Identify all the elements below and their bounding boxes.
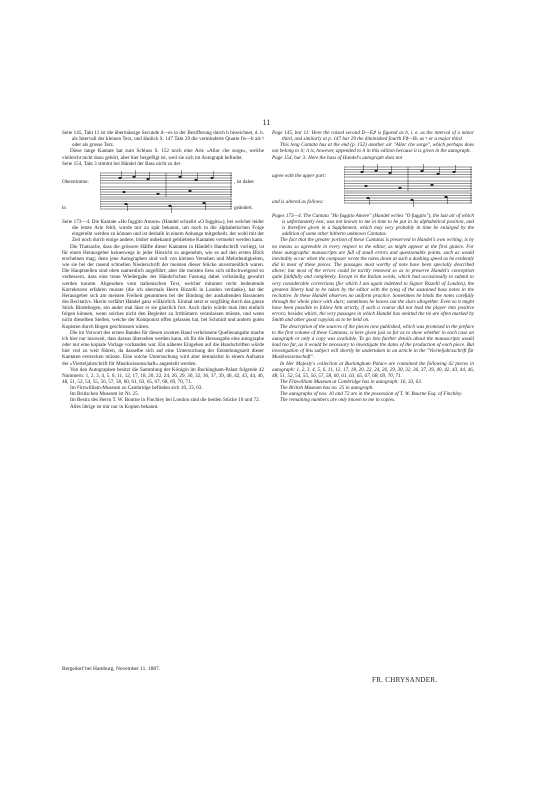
de-label-ist-daher: , ist daher bbox=[234, 178, 255, 185]
de-para-sources: Die im Vorwort des ersten Bandes für diesen zweiten Band verheissene Quellenangabe mache ich hier nur insoweit, dass daraus übersehen werden kann, ob für die Herausgabe eine autographe oder nur eine kopiale Vorlage vorhanden war. Ein näheres Eingehen auf die Handschriften würde hier viel zu weit führen, da dasselbe sich auf eine Untersuchung der Entstehungszeit dieser Kantaten erstrecken müsste. Eine solche Untersuchung wird aber demnächst in einem Aufsatze der «Vierteljahrschrift für Musikwissenschaft» angestellt werden. bbox=[62, 329, 264, 367]
english-column bbox=[272, 130, 474, 404]
en-para-buckingham: In Her Majesty's collection at Buckingham Palace are contained the following 42 pieces in autograph: 1, 2, 3, 4, 5, 6, 11, 12, 17, 18, 20, 22, 24, 26, 29, 30, 32, 36, 37, 39, 40, 42, 43, 44, 46, 48, 51, 52, 54, 55, 56, 57, 58, 60, 61, 63, 65, 67, 68, 69, 70, 71. bbox=[272, 360, 474, 379]
date-line: Bergedorf bei Hamburg, November 11. 1887. bbox=[62, 666, 161, 672]
en-note-pages-173-4: Pages 173—4. The Cantata "Ho fuggito Amore" (Handel writes "O fuggito"), the last air of which is unfortunately lost, was not known to me in time to be put in its alphabetical position, and is therefore given in a Supplement, which may very probably in time be enlarged by the addition of some other hitherto unknown Cantatas. bbox=[272, 212, 474, 238]
signature: FR. CHRYSANDER. bbox=[372, 676, 438, 684]
en-note-page-145: Page 145, bar 11: Here the raised second D—E♯ is figured as b, i. e. as the interval of a minor third, and similarly at p. 147 bar 29 the diminished fourth F♯—B♭ as ♮ or a major third. bbox=[272, 130, 474, 143]
de-para-buckingham: Von den Autographen besitzt die Sammlung der Königin im Buckingham-Palast folgende 42 Nummern: 1, 2, 3, 4, 5, 6, 11, 12, 17, 18, 20, 22, 24, 26, 29, 30, 32, 36, 37, 39, 40, 42, 43, 44, 46, 48, 51, 52, 54, 55, 56, 57, 58, 60, 61, 63, 65, 67, 68, 69, 70, 71. bbox=[62, 366, 264, 385]
de-para-bourne: Im Besitz des Herrn T. W. Bourne in Finchley bei London sind die beiden Stücke 10 und 72. bbox=[70, 397, 260, 404]
en-music-example bbox=[272, 161, 474, 213]
en-para-british-museum: The British Museum has no. 25 in autograph. bbox=[280, 385, 374, 392]
de-note-page-145: Seite 145, Takt 11 ist die übermässige Secunde d—es in der Bezifferung durch b bezeichnet, d. h. als Intervall der kleinen Terz, und ähnlich S. 147 Takt 29 die verminderte Quarte fis—b als ♮ oder als grosse Terz. bbox=[62, 130, 264, 149]
en-note-allor-che-sorge: This long Cantata has at the end (p. 152) another air "Allor che sorge", which perhaps does not belong to it; it is, however, appended to it in this edition because it is given in the autograph. bbox=[272, 142, 474, 155]
de-music-example bbox=[62, 167, 264, 219]
en-note-page-154: Page 154, bar 3: Here the bass of Handel's autograph does not bbox=[272, 154, 403, 161]
page-number: 11 bbox=[262, 118, 271, 127]
en-label-agree: agree with the upper part: bbox=[272, 172, 327, 179]
de-note-page-154: Seite 154, Takt 3 stimmt bei Händel der Bass nicht zu der bbox=[62, 160, 181, 167]
de-para-copies: Alles übrige ist mir nur in Kopien bekannt. bbox=[70, 403, 159, 410]
de-staff-example-icon bbox=[100, 169, 232, 217]
en-para-sources: The description of the sources of the pieces now published, which was promised in the preface to the first volume of these Cantatas, is here given just so far as to show whether in each case an autograph or only a copy was available. To go into further details about the manuscripts would lead too far, as it would be necessary to investigate the dates of the production of each piece. But investigation of this subject will shortly be undertaken in an article in the "Vierteljahrsschrift für Musikwissenschaft". bbox=[272, 323, 474, 361]
de-note-allor-che-sorge: Diese lange Kantate hat zum Schluss S. 152 noch eine Arie «Allor che sorge», welche vielleicht nicht dazu gehört, aber hier beigefügt ist, weil sie sich im Autograph befindet. bbox=[62, 148, 264, 161]
de-para-british-museum: Im Britischen Museum ist Nr. 25. bbox=[70, 391, 139, 398]
en-label-altered: and is altered as follows: bbox=[272, 198, 324, 205]
en-para-copies: The remaining numbers are only known to me in copies. bbox=[280, 397, 396, 404]
de-label-geaendert: geändert. bbox=[234, 204, 253, 211]
en-para-autographs: The fact that the greater portion of these Cantatas is preserved in Handel's own writing, is by no means so agreeable in every respect to the editor, as might appear at the first glance. For these autographic manuscripts are full of small errors and questionable points, such as would inevitably occur when the composer wrote the notes down at such a dashing speed as he evidently did in most of these pieces. The passages most worthy of note have been specially described above; but most of the errors could be tacitly removed so as to preserve Handel's conception quite faithfully and completely. Except in the Italian words, which had occasionally to submit to very considerable corrections (for which I am again indebted to Signor Rizzelli of London), the greatest liberty had to be taken by the editor with the tying of the sustained bass notes in the recitative. In these Handel observes no uniform practice. Sometimes he binds the notes carefully through the whole piece with slurs; sometimes he leaves out the slurs altogether. Even so it might have been possible to follow him strictly, if such a course did not lead the player into positive errors; besides which, the very passages in which Handel has omitted the tie are often marked by Smith and other good copyists as to be held on. bbox=[272, 237, 474, 324]
de-para-fitzwilliam: Im Fitzwilliam-Museum zu Cambridge befinden sich 16, 33, 63. bbox=[70, 385, 203, 392]
en-para-fitzwilliam: The Fitzwilliam Museum at Cambridge has in autograph: 16, 33, 63. bbox=[280, 379, 423, 385]
de-label-in: in bbox=[62, 204, 66, 211]
de-label-oberstimme: Oberstimme: bbox=[62, 178, 89, 185]
en-para-bourne: The autographs of nos. 10 and 72 are in the possession of T. W. Bourne Esq. of Finchley. bbox=[280, 391, 463, 398]
en-staff-example-icon bbox=[344, 163, 472, 211]
de-para-autographs: Die Thatsache, dass die grössere Hälfte dieser Kantaten in Händel's Handschrift vorliegt, ist für einen Herausgeber keineswegs in jeder Hinsicht so angenehm, wie es auf den ersten Blick erscheinen mag; denn jene Autographen sind voll von kleinen Versehen und Mehrdeutigkeiten, wie sie bei der rasend schnellen Niederschrift der meisten dieser Stücke unvermeidlich waren. Die Hauptstellen sind oben namentlich angeführt; aber die meisten liess sich stillschweigend so verbessern, dass eine treue Wiedergabe der Händel'schen Fassung dabei vollständig gewahrt werden konnte. Abgesehen vom italienischen Text, welcher mitunter recht bedeutende Korrekturen erfahren musste (die ich abermals Herrn Rizzelli in London verdanke), hat der Herausgeber sich am meisten Freiheit genommen bei der Bindung der aushaltenden Bassnoten des Recitativs. Hierin verfährt Händel ganz willkürlich. Einmal setzt er sorgfältig durch das ganze Stück Bindebogen, ein ander mal lässt er sie gänzlich fort. Auch darin würde man ihm einfach folgen können, wenn solches nicht den Begleiter zu Irrthümern veranlassen müsste, und wenn nicht dieselben Stellen, welche der Komponist offen gelassen hat, bei Schmidt und andern guten Kopisten durch Bogen geschlossen wären. bbox=[62, 243, 264, 330]
german-column bbox=[62, 130, 264, 410]
de-note-pages-173-4: Seite 173—4. Die Kantate «Ho fuggito Amore» (Handel schreibt «O fuggito»), bei welcher leider die letzte Arie fehlt, wurde mir zu spät bekannt, um noch in die alphabetischen Folge eingereiht werden zu können und ist deshalb in einem Anhange mitgetheilt, der wohl mit der Zeit noch durch einige andere, bisher unbekannt gebliebene Kantaten vermehrt werden kann. bbox=[62, 218, 264, 244]
